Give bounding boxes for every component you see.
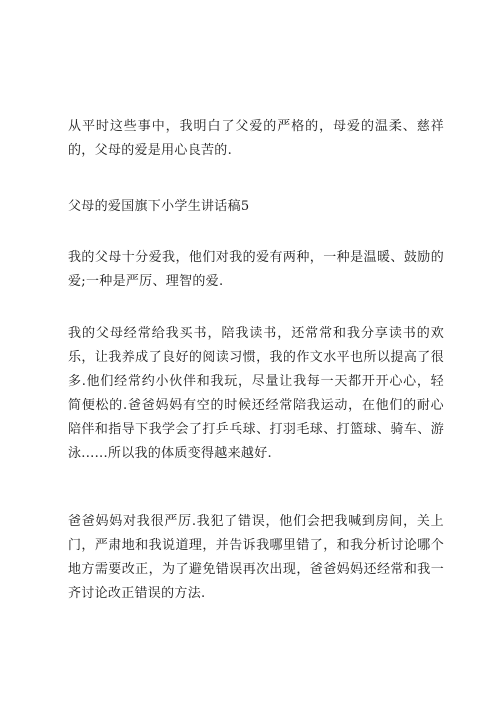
- paragraph-warm-love: 我的父母经常给我买书，陪我读书，还常常和我分享读书的欢乐，让我养成了良好的阅读习惯，我的作文水平也所以提高了很多.他们经常约小伙伴和我玩，尽量让我每一天都开开心心，轻简便松的.爸爸妈妈有空的时候还经常陪我运动，在他们的耐心陪伴和指导下我学会了打乒乓球、打羽毛球、打篮球、骑车、游泳......所以我的体质变得越来越好.: [68, 326, 444, 461]
- section-heading: 父母的爱国旗下小学生讲话稿5: [68, 199, 250, 214]
- paragraph-conclusion: 从平时这些事中，我明白了父爱的严格的，母爱的温柔、慈祥的，父母的爱是用心良苦的.: [68, 119, 444, 158]
- paragraph-intro: 我的父母十分爱我，他们对我的爱有两种，一种是温暖、鼓励的爱;一种是严厉、理智的爱.: [68, 250, 444, 289]
- paragraph-strict-love: 爸爸妈妈对我很严厉.我犯了错误，他们会把我喊到房间，关上门，严肃地和我说道理，并告诉我哪里错了，和我分析讨论哪个地方需要改正，为了避免错误再次出现，爸爸妈妈还经常和我一齐讨论改正错误的方法.: [68, 514, 444, 601]
